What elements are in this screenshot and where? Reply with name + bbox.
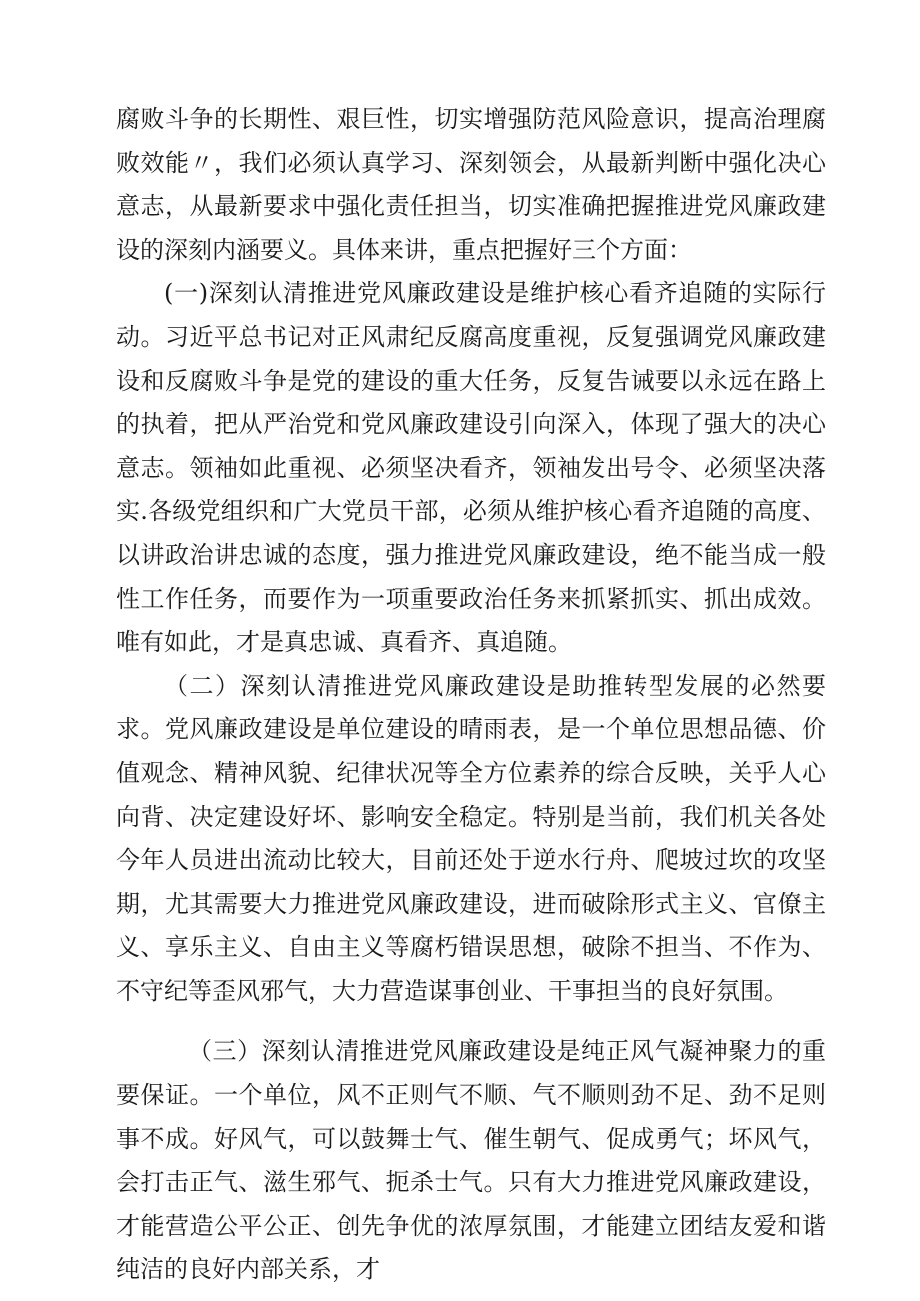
paragraph-point-three: （三）深刻认清推进党风廉政建设是纯正风气凝神聚力的重要保证。一个单位，风不正则气不顺、气不顺则劲不足、劲不足则事不成。好风气，可以鼓舞士气、催生朝气、促成勇气；坏风气，会打击正气、滋生邪气、扼杀士气。只有大力推进党风廉政建设，才能营造公平公正、创先争优的浓厚氛围，才能建立团结友爱和谐纯洁的良好内部关系，才 [116,1037,826,1284]
paragraph-point-one: (一)深刻认清推进党风廉政建设是维护核心看齐追随的实际行动。习近平总书记对正风肃纪反腐高度重视，反复强调党风廉政建设和反腐败斗争是党的建设的重大任务，反复告诫要以永远在路上的执着，把从严治党和党风廉政建设引向深入，体现了强大的决心意志。领袖如此重视、必须坚决看齐，领袖发出号令、必须坚决落实.各级党组织和广大党员干部，必须从维护核心看齐追随的高度、以讲政治讲忠诚的态度，强力推进党风廉政建设，绝不能当成一般性工作任务，而要作为一项重要政治任务来抓紧抓实、抓出成效。唯有如此，才是真忠诚、真看齐、真追随。 [116,279,826,657]
paragraph-intro: 腐败斗争的长期性、艰巨性，切实增强防范风险意识，提高治理腐败效能〃，我们必须认真学习、深刻领会，从最新判断中强化决心意志，从最新要求中强化责任担当，切实准确把握推进党风廉政建设的深刻内涵要义。具体来讲，重点把握好三个方面： [116,105,826,264]
paragraph-point-two: （二）深刻认清推进党风廉政建设是助推转型发展的必然要求。党风廉政建设是单位建设的晴雨表，是一个单位思想品德、价值观念、精神风貌、纪律状况等全方位素养的综合反映，关乎人心向背、决定建设好坏、影响安全稳定。特别是当前，我们机关各处今年人员进出流动比较大，目前还处于逆水行舟、爬坡过坎的攻坚期，尤其需要大力推进党风廉政建设，进而破除形式主义、官僚主义、享乐主义、自由主义等腐朽错误思想，破除不担当、不作为、不守纪等歪风邪气，大力营造谋事创业、干事担当的良好氛围。 [116,671,826,1005]
document-body [116,98,826,1292]
